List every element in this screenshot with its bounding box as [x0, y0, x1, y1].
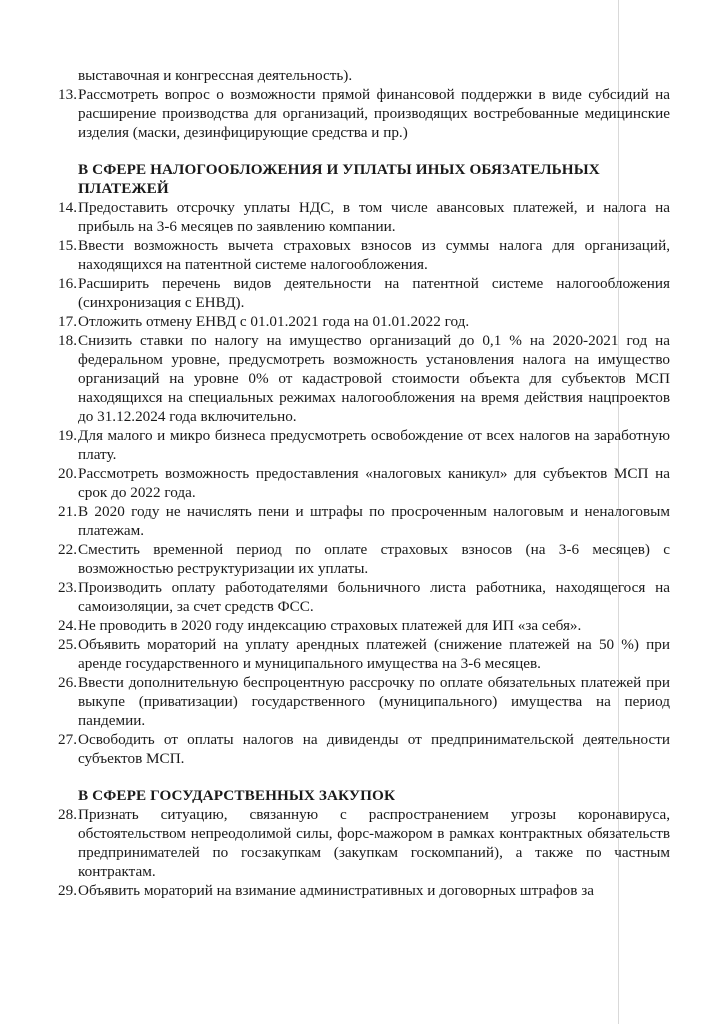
- list-item-25: [58, 635, 670, 673]
- item-number: 25.: [58, 636, 77, 653]
- list-item-14: [58, 198, 670, 236]
- list-item-21: [58, 502, 670, 540]
- item-number: 27.: [58, 731, 77, 748]
- item-text: Рассмотреть вопрос о возможности прямой финансовой поддержки в виде субсидий на расширение производства для организаций, производящих востребованные медицинские изделия (маски, дезинфицирующие средства и пр.): [78, 86, 670, 141]
- item-number: 26.: [58, 674, 77, 691]
- document-body: [58, 66, 670, 900]
- item-text: Объявить мораторий на уплату арендных платежей (снижение платежей на 50 %) при аренде государственного и муниципального имущества на 3-6 месяцев.: [78, 636, 670, 672]
- list-item-29: [58, 881, 670, 900]
- item-text: Освободить от оплаты налогов на дивиденды от предпринимательской деятельности субъектов МСП.: [78, 731, 670, 767]
- list-item-13: [58, 85, 670, 142]
- list-item-19: [58, 426, 670, 464]
- item-text: Предоставить отсрочку уплаты НДС, в том числе авансовых платежей, и налога на прибыль на 3-6 месяцев по заявлению компании.: [78, 199, 670, 235]
- item-number: 15.: [58, 237, 77, 254]
- item-number: 17.: [58, 313, 77, 330]
- item-text: Ввести возможность вычета страховых взносов из суммы налога для организаций, находящихся на патентной системе налогообложения.: [78, 237, 670, 273]
- item-text: Для малого и микро бизнеса предусмотреть освобождение от всех налогов на заработную плату.: [78, 427, 670, 463]
- item-number: 16.: [58, 275, 77, 292]
- section-title-procurement: В СФЕРЕ ГОСУДАРСТВЕННЫХ ЗАКУПОК: [78, 787, 396, 804]
- item-number: 24.: [58, 617, 77, 634]
- item-number: 22.: [58, 541, 77, 558]
- continued-line: выставочная и конгрессная деятельность).: [78, 67, 353, 84]
- item-text: Не проводить в 2020 году индексацию страховых платежей для ИП «за себя».: [78, 617, 582, 634]
- list-item-23: [58, 578, 670, 616]
- list-item-17: [58, 312, 670, 331]
- list-item-22: [58, 540, 670, 578]
- item-text: Производить оплату работодателями больничного листа работника, находящегося на самоизоляции, за счет средств ФСС.: [78, 579, 670, 615]
- item-number: 29.: [58, 882, 77, 899]
- item-number: 23.: [58, 579, 77, 596]
- list-item-27: [58, 730, 670, 768]
- item-text: Признать ситуацию, связанную с распространением угрозы коронавируса, обстоятельством непреодолимой силы, форс-мажором в рамках контрактных обязательств предпринимателей по госзакупкам (закупкам госкомпаний), а также по частным контрактам.: [78, 806, 670, 880]
- item-number: 20.: [58, 465, 77, 482]
- item-text: Ввести дополнительную беспроцентную рассрочку по оплате обязательных платежей при выкупе (приватизации) государственного (муниципального) имущества на период пандемии.: [78, 674, 670, 729]
- item-number: 21.: [58, 503, 77, 520]
- item-text: Объявить мораторий на взимание административных и договорных штрафов за: [78, 882, 594, 899]
- item-number: 13.: [58, 86, 77, 103]
- item-text: Сместить временной период по оплате страховых взносов (на 3-6 месяцев) с возможностью реструктуризации их уплаты.: [78, 541, 670, 577]
- list-item-28: [58, 805, 670, 881]
- list-item-16: [58, 274, 670, 312]
- list-item-15: [58, 236, 670, 274]
- list-item-26: [58, 673, 670, 730]
- item-number: 18.: [58, 332, 77, 349]
- item-number: 14.: [58, 199, 77, 216]
- item-number: 19.: [58, 427, 77, 444]
- list-item-20: [58, 464, 670, 502]
- list-item-18: [58, 331, 670, 426]
- item-text: Рассмотреть возможность предоставления «налоговых каникул» для субъектов МСП на срок до 2022 года.: [78, 465, 670, 501]
- item-text: В 2020 году не начислять пени и штрафы по просроченным налоговым и неналоговым платежам.: [78, 503, 670, 539]
- item-text: Отложить отмену ЕНВД с 01.01.2021 года на 01.01.2022 год.: [78, 313, 470, 330]
- list-item-24: [58, 616, 670, 635]
- item-number: 28.: [58, 806, 77, 823]
- item-text: Снизить ставки по налогу на имущество организаций до 0,1 % на 2020-2021 год на федеральном уровне, предусмотреть возможность установления налога на имущество организаций на уровне 0% от кадастровой стоимости объекта для субъектов МСП находящихся на специальных режимах налогообложения на время действия нацпроектов до 31.12.2024 года включительно.: [78, 332, 670, 425]
- item-text: Расширить перечень видов деятельности на патентной системе налогообложения (синхронизация с ЕНВД).: [78, 275, 670, 311]
- section-title-taxation: В СФЕРЕ НАЛОГООБЛОЖЕНИЯ И УПЛАТЫ ИНЫХ ОБЯЗАТЕЛЬНЫХ ПЛАТЕЖЕЙ: [78, 161, 600, 197]
